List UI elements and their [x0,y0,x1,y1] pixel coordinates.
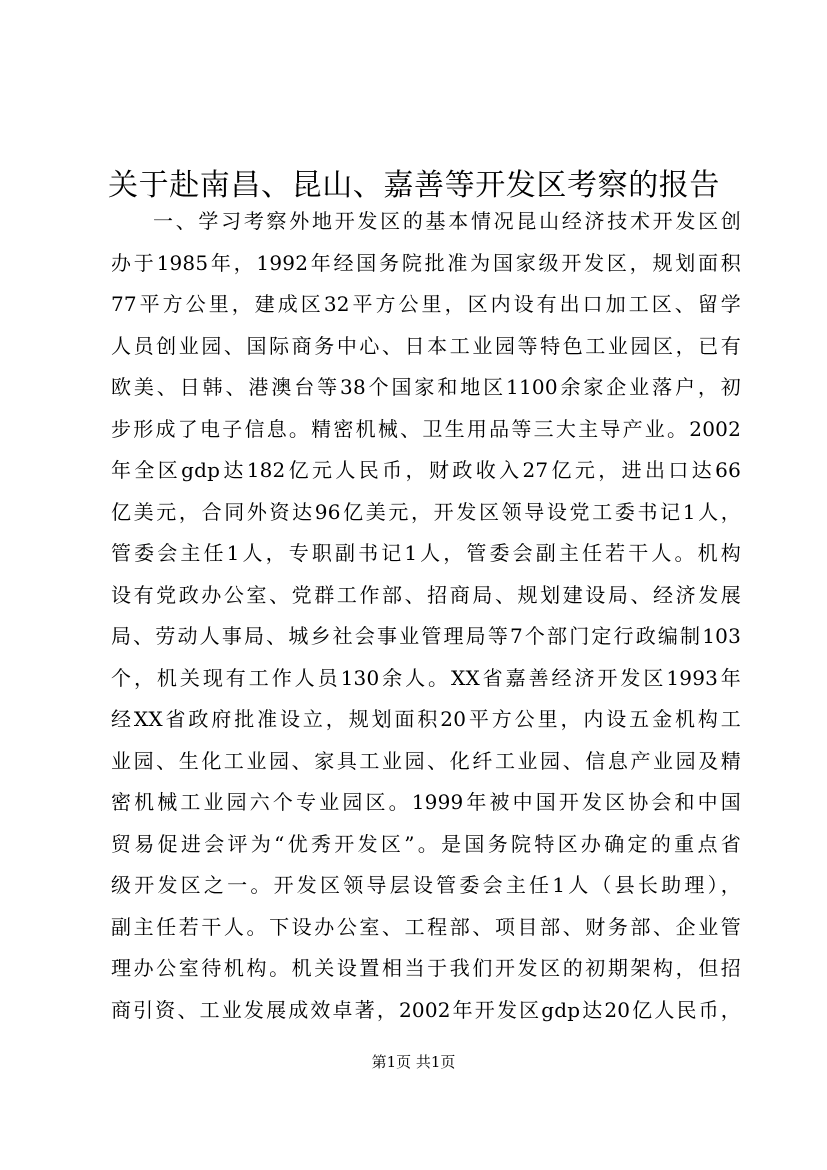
body-line: 业园、生化工业园、家具工业园、化纤工业园、信息产业园及精 [111,748,741,773]
body-line: 经XX省政府批准设立，规划面积20平方公里，内设五金机构工 [111,707,741,731]
body-line: 管委会主任1人，专职副书记1人，管委会副主任若干人。机构 [111,541,741,565]
body-line: 人员创业园、国际商务中心、日本工业园等特色工业园区，已有 [111,333,741,358]
body-line: 设有党政办公室、党群工作部、招商局、规划建设局、经济发展 [111,582,741,607]
body-line: 商引资、工业发展成效卓著，2002年开发区gdp达20亿人民币， [111,997,741,1022]
body-line: 贸易促进会评为“优秀开发区”。是国务院特区办确定的重点省 [111,831,741,856]
document-body [111,201,741,1031]
body-line: 亿美元，合同外资达96亿美元，开发区领导设党工委书记1人， [111,499,741,524]
body-line: 理办公室待机构。机关设置相当于我们开发区的初期架构，但招 [111,956,741,980]
body-line: 步形成了电子信息。精密机械、卫生用品等三大主导产业。2002 [111,416,741,441]
body-line: 欧美、日韩、港澳台等38个国家和地区1100余家企业落户，初 [111,375,741,399]
body-line: 个，机关现有工作人员130余人。XX省嘉善经济开发区1993年 [111,665,741,690]
body-line: 密机械工业园六个专业园区。1999年被中国开发区协会和中国 [111,790,741,814]
body-line: 年全区gdp达182亿元人民币，财政收入27亿元，进出口达66 [111,458,741,482]
document-title: 关于赴南昌、昆山、嘉善等开发区考察的报告 [108,168,720,204]
body-line: 办于1985年，1992年经国务院批准为国家级开发区，规划面积 [111,250,741,275]
body-line: 副主任若干人。下设办公室、工程部、项目部、财务部、企业管 [111,914,741,939]
body-line: 局、劳动人事局、城乡社会事业管理局等7个部门定行政编制103 [111,624,741,648]
page-number-footer: 第1页 共1页 [371,1053,456,1071]
body-line: 77平方公里，建成区32平方公里，区内设有出口加工区、留学 [111,292,741,316]
body-line: 一、学习考察外地开发区的基本情况昆山经济技术开发区创 [153,209,741,233]
body-line: 级开发区之一。开发区领导层设管委会主任1人（县长助理）， [111,873,741,897]
